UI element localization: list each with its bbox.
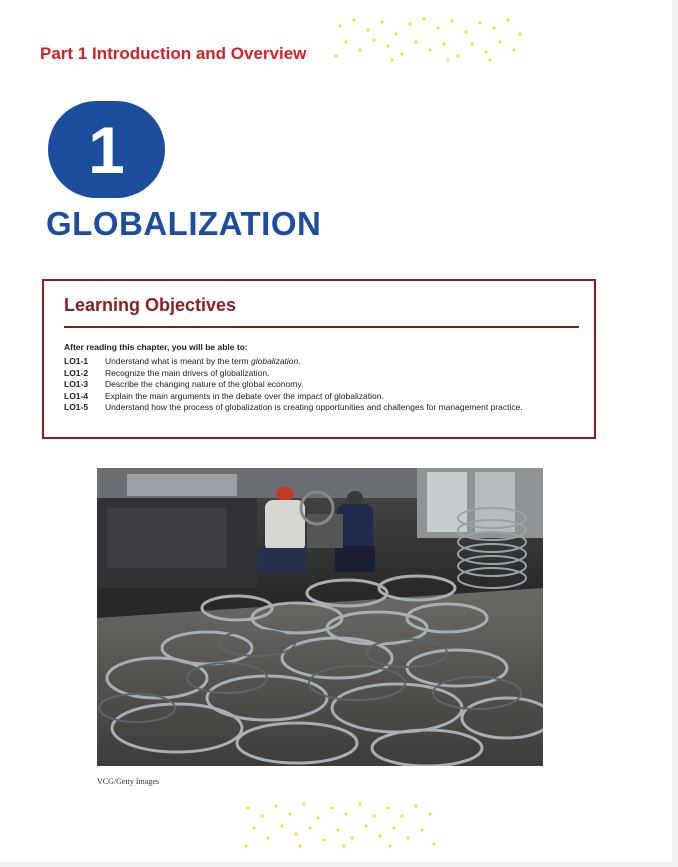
learning-objective-item (64, 356, 574, 368)
decorative-dot-pattern-top (330, 16, 530, 62)
learning-objectives-list (64, 356, 574, 414)
chapter-title: GLOBALIZATION (46, 205, 322, 242)
decorative-dot-pattern-bottom (240, 800, 440, 850)
learning-objective-item (64, 391, 574, 403)
learning-objectives-intro: After reading this chapter, you will be able to: (64, 342, 248, 352)
objective-text: Describe the changing nature of the global economy. (105, 379, 304, 389)
objective-text: Recognize the main drivers of globalization. (105, 367, 270, 378)
objective-code: LO1-4 (64, 390, 89, 401)
objective-code: LO1-2 (64, 367, 89, 378)
objective-text: Understand how the process of globalization is creating opportunities and challenges for management practice. (105, 402, 523, 412)
objective-code: LO1-5 (64, 402, 89, 412)
objective-code: LO1-3 (64, 379, 89, 389)
heading-divider (64, 326, 579, 328)
factory-workers-metal-rings-photo (97, 468, 543, 766)
objective-code: LO1-1 (64, 356, 89, 366)
learning-objective-item (64, 379, 574, 391)
chapter-number: 1 (88, 112, 125, 187)
objective-text (105, 356, 574, 368)
chapter-number-badge (48, 101, 165, 198)
learning-objectives-heading: Learning Objectives (64, 295, 237, 315)
objective-text-part: . (298, 356, 301, 366)
learning-objective-item (64, 402, 574, 414)
learning-objective-item (64, 368, 574, 380)
objective-text: Explain the main arguments in the debate over the impact of globalization. (105, 390, 384, 401)
learning-objectives-box (42, 279, 596, 439)
part-title: Part 1 Introduction and Overview (40, 44, 307, 63)
objective-text-part: Understand what is meant by the term (105, 356, 251, 366)
objective-text-emphasis: globalization (251, 356, 299, 366)
photo-credit: VCG/Getty Images (97, 777, 159, 786)
